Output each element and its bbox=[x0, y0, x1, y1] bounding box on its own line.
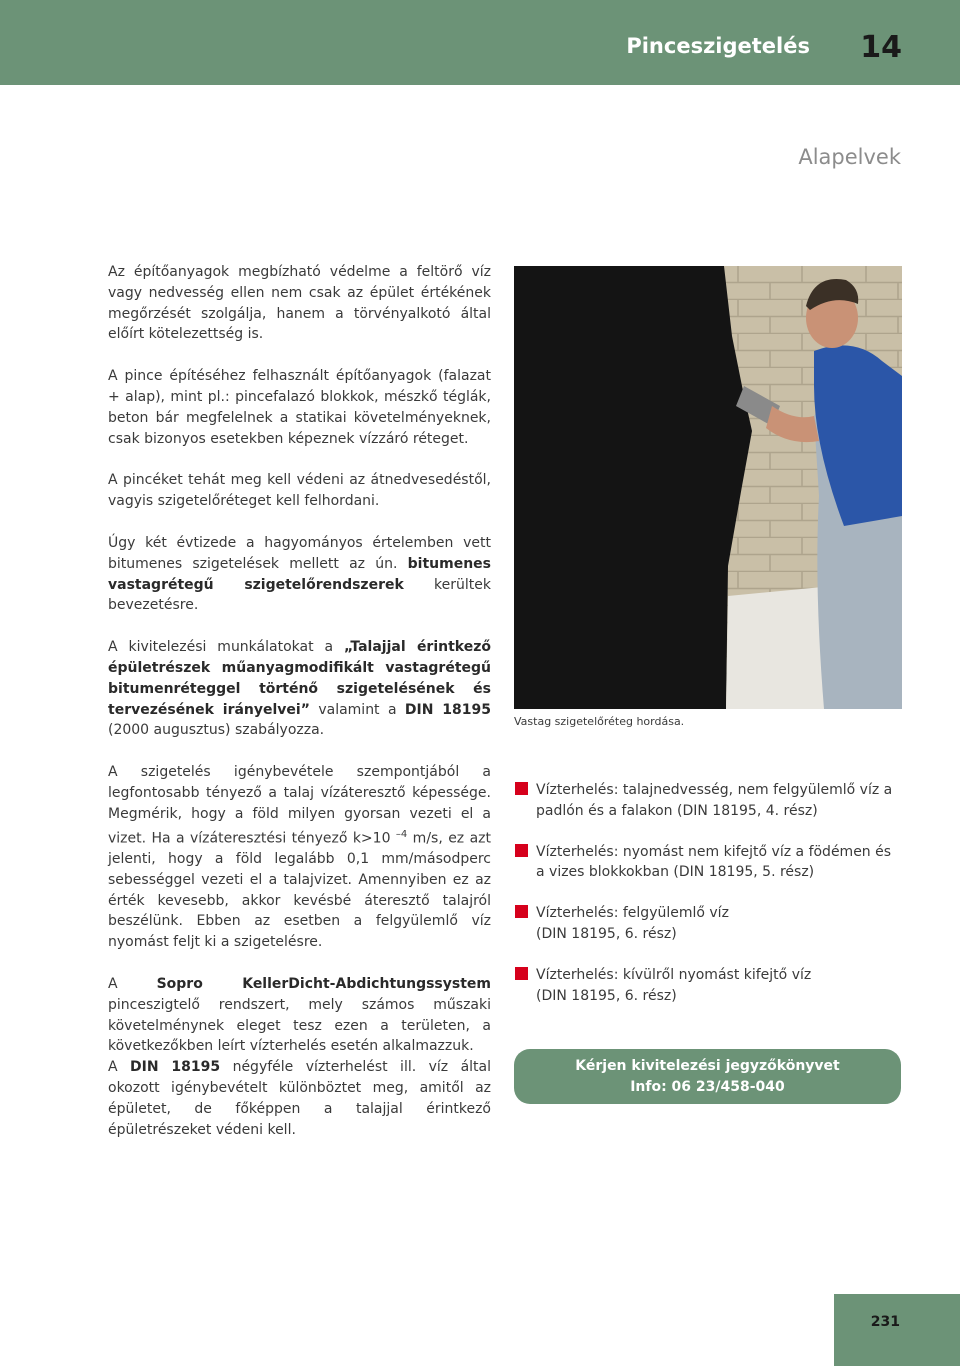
p6-exponent: –4 bbox=[395, 828, 408, 840]
paragraph-2: A pince építéséhez felhasznált építőanyagok (falazat + alap), mint pl.: pincefalazó blokkok, mészkő téglák, beton bár megfelelnek a statikai követelményeknek, csak bizonyos esetekben képeznek vízzáró réteget. bbox=[108, 368, 491, 447]
p5-text: A kivitelezési munkálatokat a bbox=[108, 639, 344, 656]
section-title: Alapelvek bbox=[798, 145, 901, 169]
list-item bbox=[514, 780, 900, 822]
contact-line-1: Kérjen kivitelezési jegyzőkönyvet bbox=[575, 1058, 840, 1074]
page-number-tab bbox=[834, 1294, 960, 1366]
p7-system-name: Sopro KellerDicht-Abdichtungssystem bbox=[156, 975, 491, 992]
p7-text: A bbox=[108, 975, 157, 992]
p7-text-end: pinceszigtelő rendszert, mely számos műszaki követelménynek eleget tesz ezen a területen, a következőkben leírt vízterhelés esetén alkalmazzuk. bbox=[108, 996, 491, 1055]
red-square-bullet-icon bbox=[515, 844, 528, 857]
list-item bbox=[514, 903, 900, 945]
list-item-text: Vízterhelés: kívülről nyomást kifejtő víz (DIN 18195, 6. rész) bbox=[536, 966, 812, 1004]
paragraph-7 bbox=[108, 974, 491, 1057]
p4-bold: bitumenes vastagrétegű szigetelőrendszerek bbox=[108, 555, 491, 593]
p5-text-mid: valamint a bbox=[309, 701, 405, 718]
list-item-text: Vízterhelés: nyomást nem kifejtő víz a födémen és a vizes blokkokban (DIN 18195, 5. rész) bbox=[536, 843, 892, 881]
p5-guideline-title: „Talajjal érintkező épületrészek műanyagmodifikált vastagrétegű bitumenréteggel történő szigetelésének és tervezésének irányelvei” bbox=[108, 639, 491, 718]
p6-text: A szigetelés igénybevétele szempontjából a legfontosabb tényező a talaj vízáteresztő képessége. Megmérik, hogy a föld milyen gyorsan vezeti el a vizet. Ha a vízáteresztési tényező k>10 bbox=[108, 764, 491, 847]
photo-illustration bbox=[514, 266, 902, 709]
p8-text-end: négyféle vízterhelést ill. víz által okozott igénybevételt különböztet meg, amitől az épületet, de főképpen a talajjal érintkező épületrészeket védeni kell. bbox=[108, 1059, 491, 1138]
p4-text: Úgy két évtizede a hagyományos értelemben vett bitumenes szigetelések mellett az ún. bbox=[108, 534, 491, 572]
paragraph-1: Az építőanyagok megbízható védelme a feltörő víz vagy nedvesség ellen nem csak az épület értékének megőrzését szolgálja, hanem a törvényalkotó által előírt kötelezettség is. bbox=[108, 264, 491, 343]
paragraph-4 bbox=[108, 533, 491, 616]
paragraph-6 bbox=[108, 762, 491, 953]
photo-caption: Vastag szigetelőréteg hordása. bbox=[514, 715, 685, 728]
p5-din: DIN 18195 bbox=[404, 701, 491, 718]
list-item-text: Vízterhelés: felgyülemlő víz (DIN 18195, 6. rész) bbox=[536, 905, 729, 942]
paragraph-5 bbox=[108, 637, 491, 741]
p8-din: DIN 18195 bbox=[130, 1059, 221, 1076]
page-number: 231 bbox=[870, 1314, 900, 1330]
p5-text-end: (2000 augusztus) szabályozza. bbox=[108, 722, 325, 739]
contact-line-2: Info: 06 23/458-040 bbox=[630, 1078, 785, 1095]
worker-photo bbox=[514, 266, 902, 709]
header-title: Pinceszigetelés bbox=[626, 34, 810, 58]
paragraph-8 bbox=[108, 1057, 491, 1140]
list-item bbox=[514, 842, 900, 884]
water-load-list bbox=[514, 780, 900, 1026]
red-square-bullet-icon bbox=[515, 905, 528, 918]
red-square-bullet-icon bbox=[515, 967, 528, 980]
p6-text-end: m/s, ez azt jelenti, hogy a föld legalább 0,1 mm/másodperc sebességgel vezeti el a talajvizet. Amennyiben ez az érték kevesebb, akkor kevésbé áteresztő talajról beszélünk. Ebben az esetben a felgyülemlő víz nyomást feljt ki a szigetelésre. bbox=[108, 830, 491, 951]
chapter-number: 14 bbox=[860, 30, 902, 65]
p8-text: A bbox=[108, 1059, 131, 1076]
body-text bbox=[108, 262, 491, 1161]
list-item bbox=[514, 965, 900, 1007]
p4-text-end: kerültek bevezetésre. bbox=[108, 576, 491, 614]
red-square-bullet-icon bbox=[515, 782, 528, 795]
paragraph-3: A pincéket tehát meg kell védeni az átnedvesedéstől, vagyis szigetelőréteget kell felhordani. bbox=[108, 472, 491, 510]
list-item-text: Vízterhelés: talajnedvesség, nem felgyülemlő víz a padlón és a falakon (DIN 18195, 4. rész) bbox=[536, 782, 893, 819]
page-header bbox=[0, 0, 960, 85]
contact-box bbox=[514, 1049, 901, 1104]
